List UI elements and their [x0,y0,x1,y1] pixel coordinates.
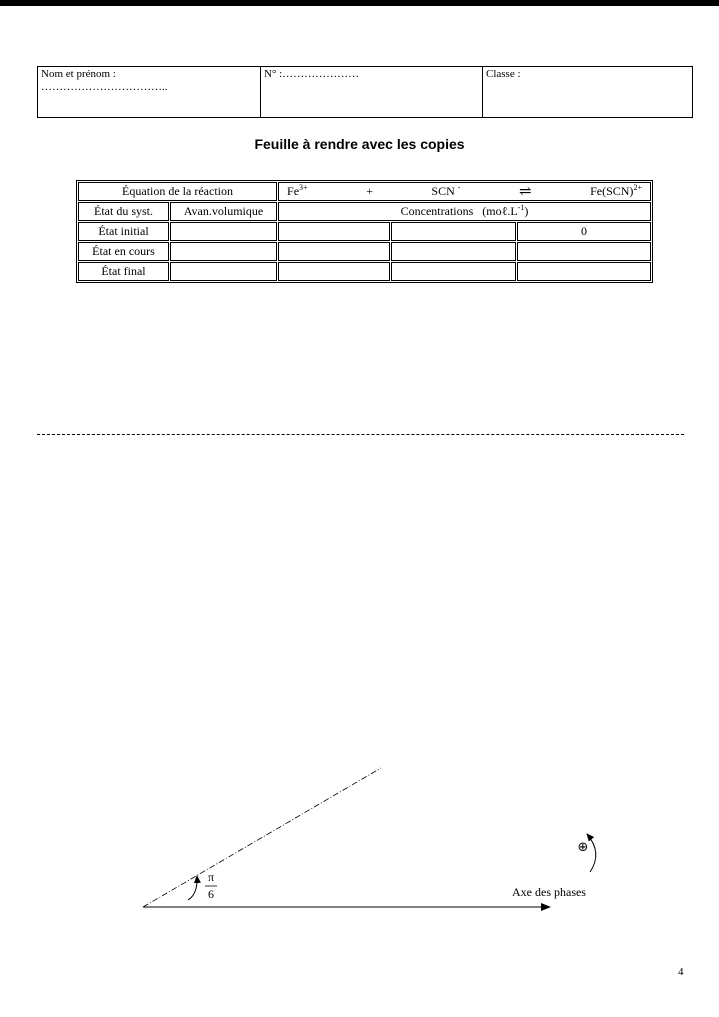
equilibrium-arrow: ⇌ [518,183,532,200]
plus-sign: + [366,184,373,198]
species-scn: SCN - [431,183,461,198]
table-cell[interactable] [170,222,277,241]
top-border [0,0,719,6]
axis-label: Axe des phases [512,885,586,899]
name-field[interactable] [38,67,260,117]
header-row [78,202,651,221]
dashed-vector-line [143,768,381,907]
equation-cell [278,182,651,201]
row-label: État initial [78,222,169,241]
species-fescn: Fe(SCN)$^{2+}$ [590,183,642,198]
positive-sense-icon: ⊕ [577,840,589,855]
class-label: Classe : [486,68,521,80]
equation-row [78,182,651,201]
table-cell[interactable] [170,262,277,281]
table-cell[interactable] [278,262,390,281]
number-label: N° :………………… [264,68,360,80]
table-cell[interactable] [170,242,277,261]
identity-box [37,66,693,118]
concentrations-header: Concentrations $(mo\ell.L^{-1})$ [278,202,651,221]
table-cell[interactable]: 0 [517,222,651,241]
table-cell[interactable] [391,262,516,281]
row-label: État en cours [78,242,169,261]
table-cell[interactable] [517,262,651,281]
name-dots: …………………………….. [41,81,168,93]
advance-header: Avan.volumique [170,202,277,221]
number-field[interactable] [260,67,482,117]
table-cell[interactable] [278,222,390,241]
table-cell[interactable] [278,242,390,261]
page-number: 4 [678,966,684,978]
class-field[interactable] [482,67,692,117]
fresnel-diagram [0,740,719,940]
species-fe: $Fe^{3+}$ [287,183,308,198]
cut-line [37,434,684,435]
table-row-ongoing [78,242,651,261]
angle-arc-arrow [188,876,197,900]
table-row-initial [78,222,651,241]
page-title: Feuille à rendre avec les copies [254,136,465,152]
angle-denominator: 6 [208,887,214,901]
name-label: Nom et prénom : [41,68,116,80]
row-label: État final [78,262,169,281]
angle-numerator: π [207,870,215,884]
table-cell[interactable] [517,242,651,261]
table-cell[interactable] [391,222,516,241]
table-row-final [78,262,651,281]
equation-label: Équation de la réaction [78,182,277,201]
advancement-table [76,180,653,283]
table-cell[interactable] [391,242,516,261]
state-header: État du syst. [78,202,169,221]
